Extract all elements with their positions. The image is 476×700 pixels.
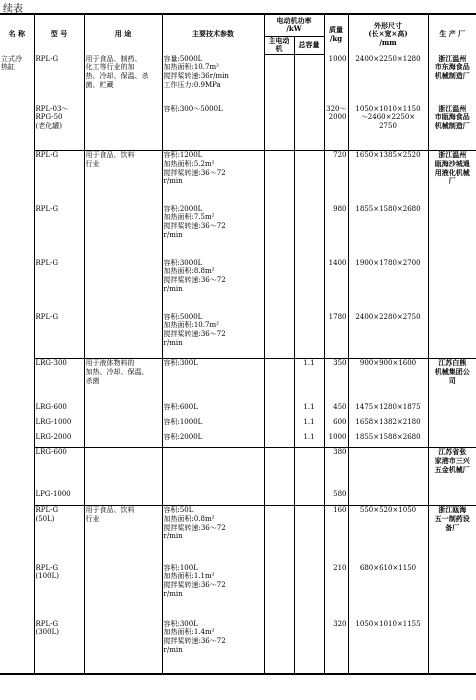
header-maker: 生 产 厂 <box>428 14 476 55</box>
row-dims: 1050×1010×1150 ～2460×2250× 2750 <box>348 105 428 151</box>
header-motor-total: 总容量 <box>294 36 324 55</box>
row-params: 容量:5000L 加热面积:10.7m² 搅拌桨转速:36r/min 工作压力:0.9MPa <box>162 55 264 105</box>
row-mass: 1000 <box>324 55 348 105</box>
row-dims: 1855×1588×2680 <box>348 433 428 448</box>
row-dims: 550×520×1050 <box>348 506 428 564</box>
row-maker: 江苏白熊 机械集团公 司 <box>428 359 476 448</box>
row-params: 容积:600L <box>162 403 264 418</box>
row-motor-total <box>294 313 324 359</box>
row-mass: 1780 <box>324 313 348 359</box>
row-dims: 1658×1382×2180 <box>348 418 428 433</box>
table-row <box>0 55 476 105</box>
row-params: 容积:5000L 加热面积:10.7m² 搅拌桨转速:36～72 r/min <box>162 313 264 359</box>
table-row <box>0 564 476 620</box>
row-params <box>162 448 264 490</box>
row-motor-main <box>264 105 294 151</box>
row-motor-total <box>294 620 324 674</box>
row-use <box>84 448 162 506</box>
row-motor-main <box>264 151 294 205</box>
row-model: LRG-1000 <box>34 418 84 433</box>
row-params: 容积:50L 加热面积:0.8m² 搅拌桨转速:36～72 r/min <box>162 506 264 564</box>
row-mass: 350 <box>324 359 348 403</box>
row-model: RPL-G (50L) <box>34 506 84 564</box>
row-model: LRG-600 <box>34 448 84 490</box>
row-motor-total <box>294 490 324 506</box>
header-use: 用 途 <box>84 14 162 55</box>
row-params: 容积:100L 加热面积:1.1m² 搅拌桨转速:36～72 r/min <box>162 564 264 620</box>
row-maker: 浙江温州 市瓯海食品 机械制造厂 <box>428 105 476 151</box>
table-row <box>0 433 476 448</box>
row-mass: 1000 <box>324 433 348 448</box>
row-model: RPL-G <box>34 313 84 359</box>
row-mass: 160 <box>324 506 348 564</box>
row-dims: 1855×1580×2680 <box>348 205 428 259</box>
row-motor-main <box>264 359 294 403</box>
row-motor-main <box>264 418 294 433</box>
row-motor-total: 1.1 <box>294 403 324 418</box>
table-row <box>0 259 476 313</box>
row-motor-main <box>264 433 294 448</box>
row-motor-main <box>264 564 294 620</box>
row-dims: 1475×1280×1875 <box>348 403 428 418</box>
row-mass: 320～ 2000 <box>324 105 348 151</box>
row-motor-total <box>294 151 324 205</box>
header-params: 主要技术参数 <box>162 14 264 55</box>
row-motor-total <box>294 205 324 259</box>
row-model: LRG-300 <box>34 359 84 403</box>
row-maker: 浙江瓯海 五一制药设 备厂 <box>428 506 476 674</box>
table-row <box>0 105 476 151</box>
row-motor-total <box>294 105 324 151</box>
row-model: RPL-G (300L) <box>34 620 84 674</box>
row-params: 容积:3000L 加热面积:8.8m² 搅拌桨转速:36～72 r/min <box>162 259 264 313</box>
row-params: 容积:300L <box>162 359 264 403</box>
row-mass: 320 <box>324 620 348 674</box>
table-row <box>0 403 476 418</box>
row-model: RPL-G (100L) <box>34 564 84 620</box>
header-motor-main: 主电动机 <box>264 36 294 55</box>
row-model: RPL-03～ RPG-50 (老化罐) <box>34 105 84 151</box>
row-dims: 1050×1010×1155 <box>348 620 428 674</box>
row-mass: 600 <box>324 418 348 433</box>
row-motor-total <box>294 55 324 105</box>
header-name: 名 称 <box>8 29 25 39</box>
row-motor-total <box>294 564 324 620</box>
row-maker: 江苏省张 家港市三兴 五金机械厂 <box>428 448 476 506</box>
row-use: 用于食品、饮料 行业 <box>84 506 162 674</box>
row-motor-main <box>264 313 294 359</box>
row-use: 用于食品、饮料 行业 <box>84 151 162 359</box>
row-motor-total <box>294 448 324 490</box>
row-motor-main <box>264 205 294 259</box>
row-params: 容积:2000L <box>162 433 264 448</box>
row-motor-main <box>264 403 294 418</box>
row-motor-main <box>264 620 294 674</box>
row-params <box>162 490 264 506</box>
row-mass: 580 <box>324 490 348 506</box>
header-motor-power: 电动机功率 /kW <box>264 14 324 36</box>
row-dims <box>348 490 428 506</box>
row-dims: 900×900×1600 <box>348 359 428 403</box>
header-dimensions: 外形尺寸 (长×宽×高) /mm <box>348 14 428 55</box>
row-mass: 380 <box>324 448 348 490</box>
row-params: 容积:300L 加热面积:1.4m² 搅拌桨转速:36～72 r/min <box>162 620 264 674</box>
row-params: 容积:1200L 加热面积:5.2m² 搅拌桨转速:36～72 r/min <box>162 151 264 205</box>
row-params: 容积:300～5000L <box>162 105 264 151</box>
row-motor-main <box>264 506 294 564</box>
row-motor-main <box>264 448 294 490</box>
row-motor-total: 1.1 <box>294 433 324 448</box>
row-params: 容积:1000L <box>162 418 264 433</box>
row-mass: 210 <box>324 564 348 620</box>
row-mass: 720 <box>324 151 348 205</box>
row-maker: 浙江温州 市东海食品 机械制造厂 <box>428 55 476 105</box>
row-params: 容积:2000L 加热面积:7.5m² 搅拌桨转速:36～72 r/min <box>162 205 264 259</box>
row-mass: 980 <box>324 205 348 259</box>
row-dims: 1650×1385×2520 <box>348 151 428 205</box>
row-mass: 1400 <box>324 259 348 313</box>
row-motor-total: 1.1 <box>294 359 324 403</box>
row-model: RPL-G <box>34 259 84 313</box>
header-mass: 质量 /kg <box>324 14 348 55</box>
row-dims: 2400×2250×1280 <box>348 55 428 105</box>
table-row <box>0 359 476 403</box>
row-dims: 680×610×1150 <box>348 564 428 620</box>
table-row <box>0 506 476 564</box>
row-use: 用于液体物料的 加热、冷却、保温、 杀菌 <box>84 359 162 448</box>
table-row <box>0 151 476 205</box>
row-model: RPL-G <box>34 205 84 259</box>
table-row <box>0 205 476 259</box>
header-model: 型 号 <box>34 14 84 55</box>
table-row <box>0 313 476 359</box>
row-model: RPL-G <box>34 55 84 105</box>
row-maker: 浙江温州 瓯海沙城通 用液化机械 厂 <box>428 151 476 359</box>
table-row <box>0 418 476 433</box>
row-motor-main <box>264 259 294 313</box>
table-row <box>0 448 476 490</box>
row-motor-main <box>264 490 294 506</box>
table-row <box>0 490 476 506</box>
row-dims: 2400×2280×2750 <box>348 313 428 359</box>
row-name: 立式冷 热缸 <box>1 54 22 72</box>
row-model: LRG-2000 <box>34 433 84 448</box>
row-dims <box>348 448 428 490</box>
row-motor-main <box>264 55 294 105</box>
row-motor-total <box>294 506 324 564</box>
row-motor-total: 1.1 <box>294 418 324 433</box>
equipment-spec-table <box>0 13 476 675</box>
table-caption: 续表 <box>3 4 23 15</box>
row-model: LPG-1000 <box>34 490 84 506</box>
row-mass: 450 <box>324 403 348 418</box>
row-model: LRG-600 <box>34 403 84 418</box>
row-use: 用于食品、制药、 化工等行业的加 热、冷却、保温、杀 菌、贮藏 <box>84 55 162 151</box>
row-motor-total <box>294 259 324 313</box>
row-model: RPL-G <box>34 151 84 205</box>
table-row <box>0 620 476 674</box>
row-dims: 1900×1780×2700 <box>348 259 428 313</box>
